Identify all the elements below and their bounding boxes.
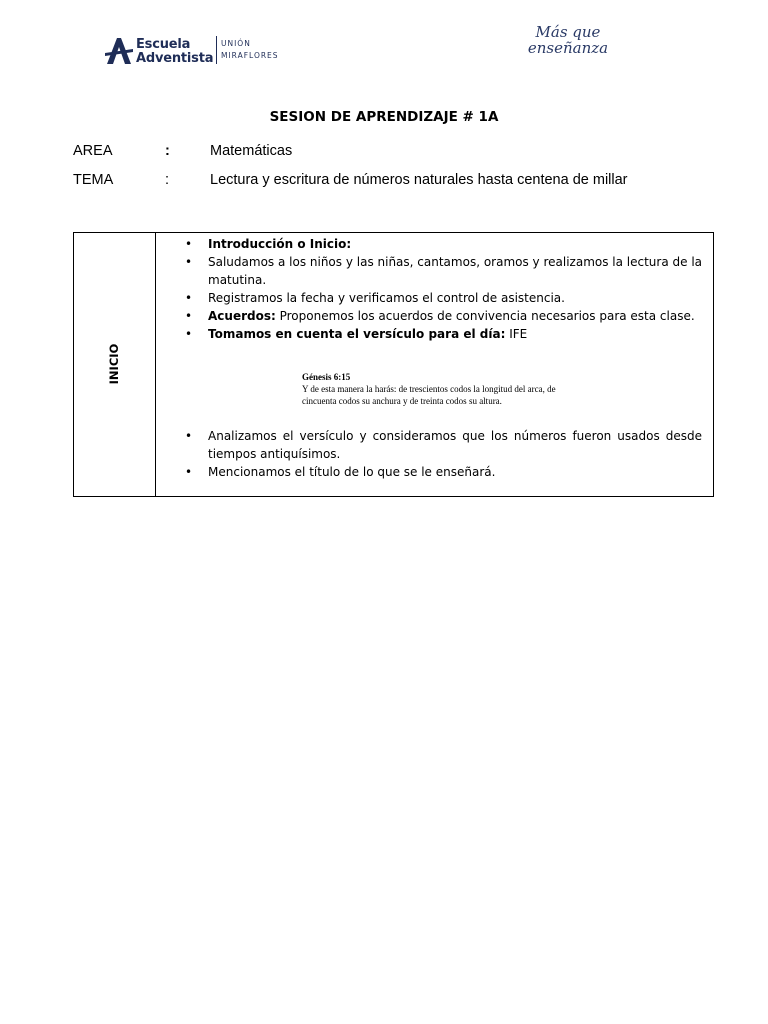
logo-text-adventista: Adventista bbox=[136, 51, 214, 66]
session-table bbox=[73, 232, 714, 497]
bullet-icon: • bbox=[185, 255, 193, 269]
bible-verse bbox=[302, 371, 556, 407]
bullet-icon: • bbox=[185, 429, 193, 443]
tema-label: TEMA bbox=[73, 172, 114, 188]
phase-cell bbox=[74, 233, 156, 496]
area-value: Matemáticas bbox=[210, 143, 293, 159]
logo-text-union: UNIÓN bbox=[221, 39, 251, 48]
area-colon: : bbox=[165, 143, 170, 159]
list-item: • Saludamos a los niños y las niñas, cantamos, oramos y realizamos la lectura de la matutina. bbox=[185, 255, 703, 287]
bullet-icon: • bbox=[185, 291, 193, 305]
adventist-logo-icon bbox=[104, 36, 134, 66]
activity-list-2 bbox=[180, 427, 702, 481]
bullet-icon: • bbox=[185, 327, 193, 341]
list-item: • Analizamos el versículo y consideramos que los números fueron usados desde tiempos antiquísimos. bbox=[185, 429, 702, 461]
verse-line1: Y de esta manera la harás: de trescientos codos la longitud del arca, de bbox=[302, 384, 556, 394]
slogan bbox=[518, 24, 618, 56]
area-label: AREA bbox=[73, 143, 113, 159]
logo-text-escuela: Escuela bbox=[136, 37, 191, 52]
slogan-line2: enseñanza bbox=[527, 39, 609, 57]
page-title: SESION DE APRENDIZAJE # 1A bbox=[269, 109, 499, 125]
list-item: • Mencionamos el título de lo que se le enseñará. bbox=[185, 465, 496, 479]
activity-list bbox=[180, 235, 702, 343]
verse-reference: Génesis 6:15 bbox=[302, 372, 351, 382]
list-item: • Acuerdos: Proponemos los acuerdos de convivencia necesarios para esta clase. bbox=[185, 309, 695, 323]
logo-divider bbox=[216, 36, 217, 64]
bullet-icon: • bbox=[185, 309, 193, 323]
phase-label: INICIO bbox=[107, 343, 121, 385]
list-item: • Tomamos en cuenta el versículo para el día: IFE bbox=[185, 327, 528, 341]
list-item: • Introducción o Inicio: bbox=[185, 237, 352, 251]
activities-cell bbox=[156, 233, 713, 496]
bullet-icon: • bbox=[185, 465, 193, 479]
school-logo bbox=[104, 34, 294, 68]
tema-colon: : bbox=[165, 172, 170, 188]
tema-value: Lectura y escritura de números naturales hasta centena de millar bbox=[210, 172, 628, 188]
list-item: • Registramos la fecha y verificamos el control de asistencia. bbox=[185, 291, 565, 305]
logo-text-miraflores: MIRAFLORES bbox=[221, 51, 279, 60]
slogan-line1: Más que bbox=[535, 23, 601, 41]
bullet-icon: • bbox=[185, 237, 193, 251]
verse-line2: cincuenta codos su anchura y de treinta codos su altura. bbox=[302, 396, 502, 406]
